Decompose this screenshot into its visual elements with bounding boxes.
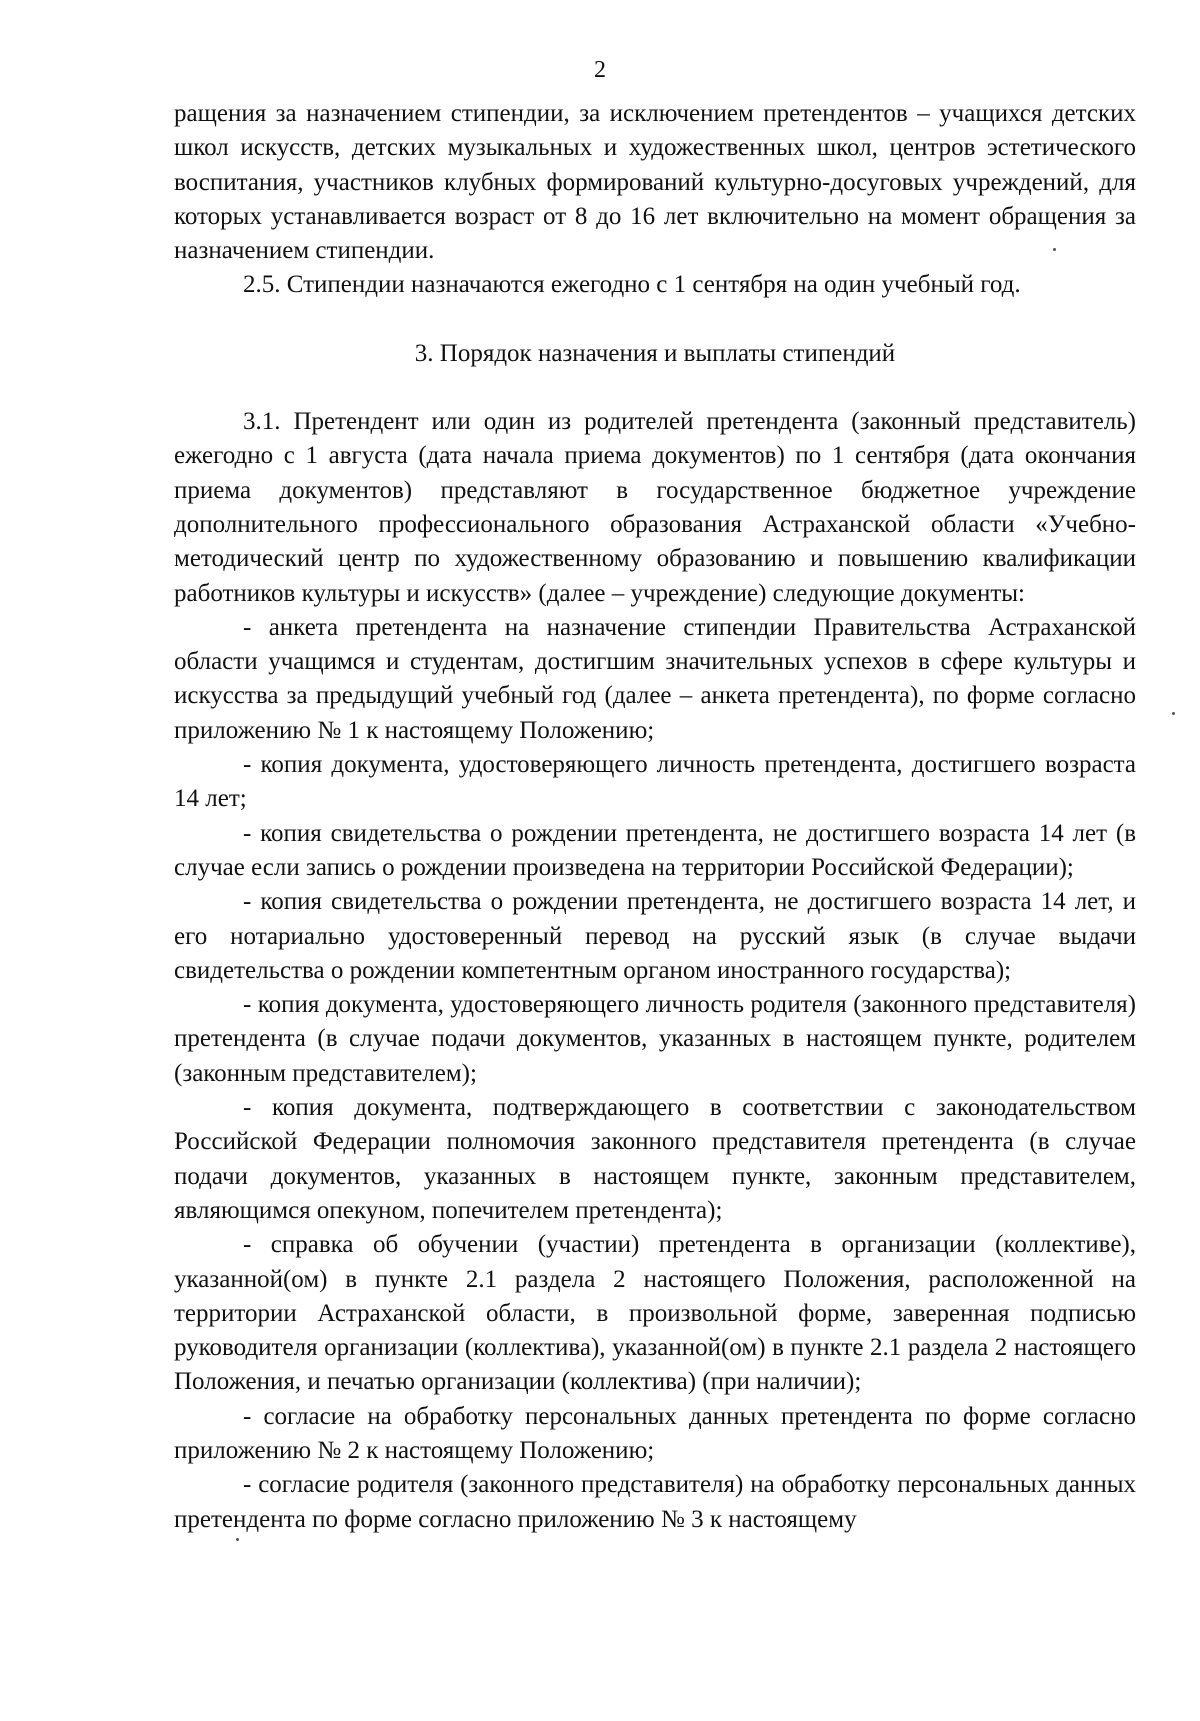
document-body <box>174 97 1136 1537</box>
scan-speck <box>1053 248 1056 251</box>
list-item: - копия документа, удостоверяющего личность претендента, достигшего возраста 14 лет; <box>174 751 1136 813</box>
scan-speck <box>1172 712 1175 715</box>
list-item: - согласие на обработку персональных данных претендента по форме согласно приложению № 2 к настоящему Положению; <box>174 1402 1136 1464</box>
list-item: - копия документа, подтверждающего в соответствии с законодательством Российской Федерации полномочия законного представителя претендента (в случае подачи документов, указанных в настоящем пункте, законным представителем, являющимся опекуном, попечителем претендента); <box>174 1094 1136 1224</box>
list-item: - копия документа, удостоверяющего личность родителя (законного представителя) претендента (в случае подачи документов, указанных в настоящем пункте, родителем (законным представителем); <box>174 991 1136 1087</box>
list-item: - согласие родителя (законного представителя) на обработку персональных данных претендента по форме согласно приложению № 3 к настоящему <box>174 1471 1136 1533</box>
scan-speck <box>236 1538 239 1541</box>
paragraph-continuation: ращения за назначением стипендии, за исключением претендентов – учащихся детских школ искусств, детских музыкальных и художественных школ, центров эстетического воспитания, участников клубных формирований культурно-досуговых учреждений, для которых устанавливается возраст от 8 до 16 лет включительно на момент обращения за назначением стипендии. <box>174 100 1136 265</box>
section-heading: 3. Порядок назначения и выплаты стипендий <box>414 339 896 367</box>
list-item: - справка об обучении (участии) претендента в организации (коллективе), указанной(ом) в пункте 2.1 раздела 2 настоящего Положения, расположенной на территории Астраханской области, в произвольной форме, заверенная подписью руководителя организации (коллектива), указанной(ом) в пункте 2.1 раздела 2 настоящего Положения, и печатью организации (коллектива) (при наличии); <box>174 1231 1136 1396</box>
list-item: - копия свидетельства о рождении претендента, не достигшего возраста 14 лет, и его нотариально удостоверенный перевод на русский язык (в случае выдачи свидетельства о рождении компетентным органом иностранного государства); <box>174 888 1136 984</box>
list-item: - анкета претендента на назначение стипендии Правительства Астраханской области учащимся и студентам, достигшим значительных успехов в сфере культуры и искусства за предыдущий учебный год (далее – анкета претендента), по форме согласно приложению № 1 к настоящему Положению; <box>174 613 1136 744</box>
paragraph-2-5: 2.5. Стипендии назначаются ежегодно с 1 сентября на один учебный год. <box>243 271 1021 299</box>
paragraph-3-1: 3.1. Претендент или один из родителей претендента (законный представитель) ежегодно с 1 августа (дата начала приема документов) по 1 сентября (дата окончания приема документов) представляют в государственное бюджетное учреждение дополнительного профессионального образования Астраханской области «Учебно-методический центр по художественному образованию и повышению квалификации работников культуры и искусств» (далее – учреждение) следующие документы: <box>174 408 1136 607</box>
page-number: 2 <box>594 57 606 83</box>
list-item: - копия свидетельства о рождении претендента, не достигшего возраста 14 лет (в случае если запись о рождении произведена на территории Российской Федерации); <box>174 819 1136 881</box>
